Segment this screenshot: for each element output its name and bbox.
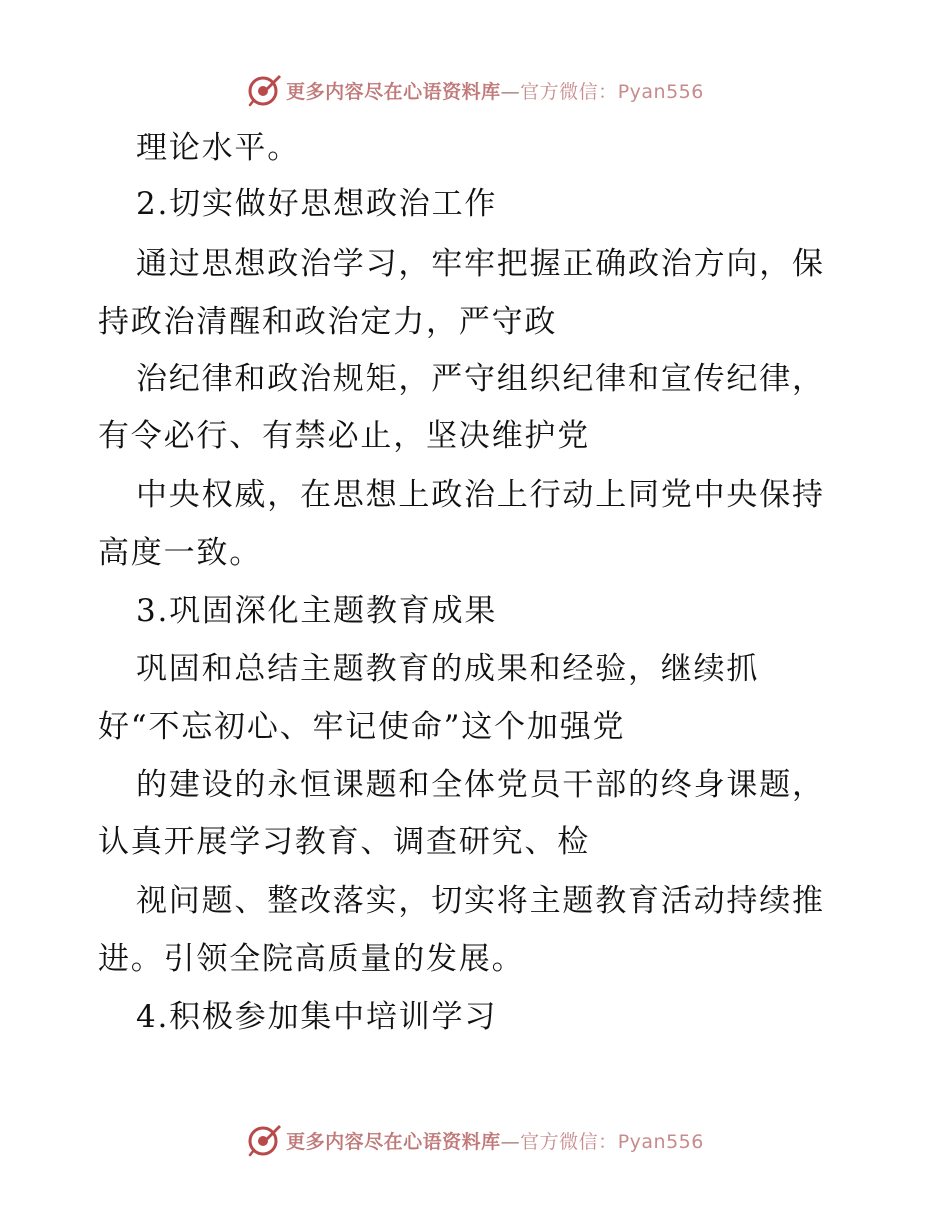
banner-wechat-id: Pyan556 <box>617 80 704 103</box>
footer-banner <box>0 1120 950 1160</box>
text-line: 的建设的永恒课题和全体党员干部的终身课题， <box>136 767 825 803</box>
banner-wechat-id: Pyan556 <box>617 1130 704 1153</box>
banner-separator: — <box>500 1130 521 1153</box>
banner-wechat-label: 官方微信： <box>520 1130 618 1153</box>
section-heading: 4.积极参加集中培训学习 <box>136 999 498 1035</box>
section-heading: 3.巩固深化主题教育成果 <box>136 593 498 629</box>
text-line: 中央权威，在思想上政治上行动上同党中央保持 <box>136 477 825 513</box>
pen-nib-circle-icon <box>246 1122 282 1158</box>
banner-wechat-label: 官方微信： <box>520 80 618 103</box>
text-line: 治纪律和政治规矩，严守组织纪律和宣传纪律， <box>136 361 825 397</box>
banner-text <box>286 1127 704 1154</box>
section-heading: 2.切实做好思想政治工作 <box>136 186 498 222</box>
header-banner <box>0 70 950 110</box>
text-line: 理论水平。 <box>136 130 300 166</box>
text-line: 高度一致。 <box>98 535 262 571</box>
text-line: 好“不忘初心、牢记使命”这个加强党 <box>98 709 626 745</box>
banner-brand: 更多内容尽在心语资料库 <box>286 80 501 103</box>
banner-text <box>286 77 704 104</box>
banner-brand: 更多内容尽在心语资料库 <box>286 1130 501 1153</box>
text-line: 持政治清醒和政治定力，严守政 <box>98 304 558 340</box>
banner-separator: — <box>500 80 521 103</box>
text-line: 进。引领全院高质量的发展。 <box>98 941 525 977</box>
text-line: 有令必行、有禁必止，坚决维护党 <box>98 418 590 454</box>
text-line: 巩固和总结主题教育的成果和经验，继续抓 <box>136 651 760 687</box>
text-line: 视问题、整改落实，切实将主题教育活动持续推 <box>136 883 825 919</box>
pen-nib-circle-icon <box>246 72 282 108</box>
text-line: 通过思想政治学习，牢牢把握正确政治方向，保 <box>136 246 825 282</box>
text-line: 认真开展学习教育、调查研究、检 <box>98 824 590 860</box>
